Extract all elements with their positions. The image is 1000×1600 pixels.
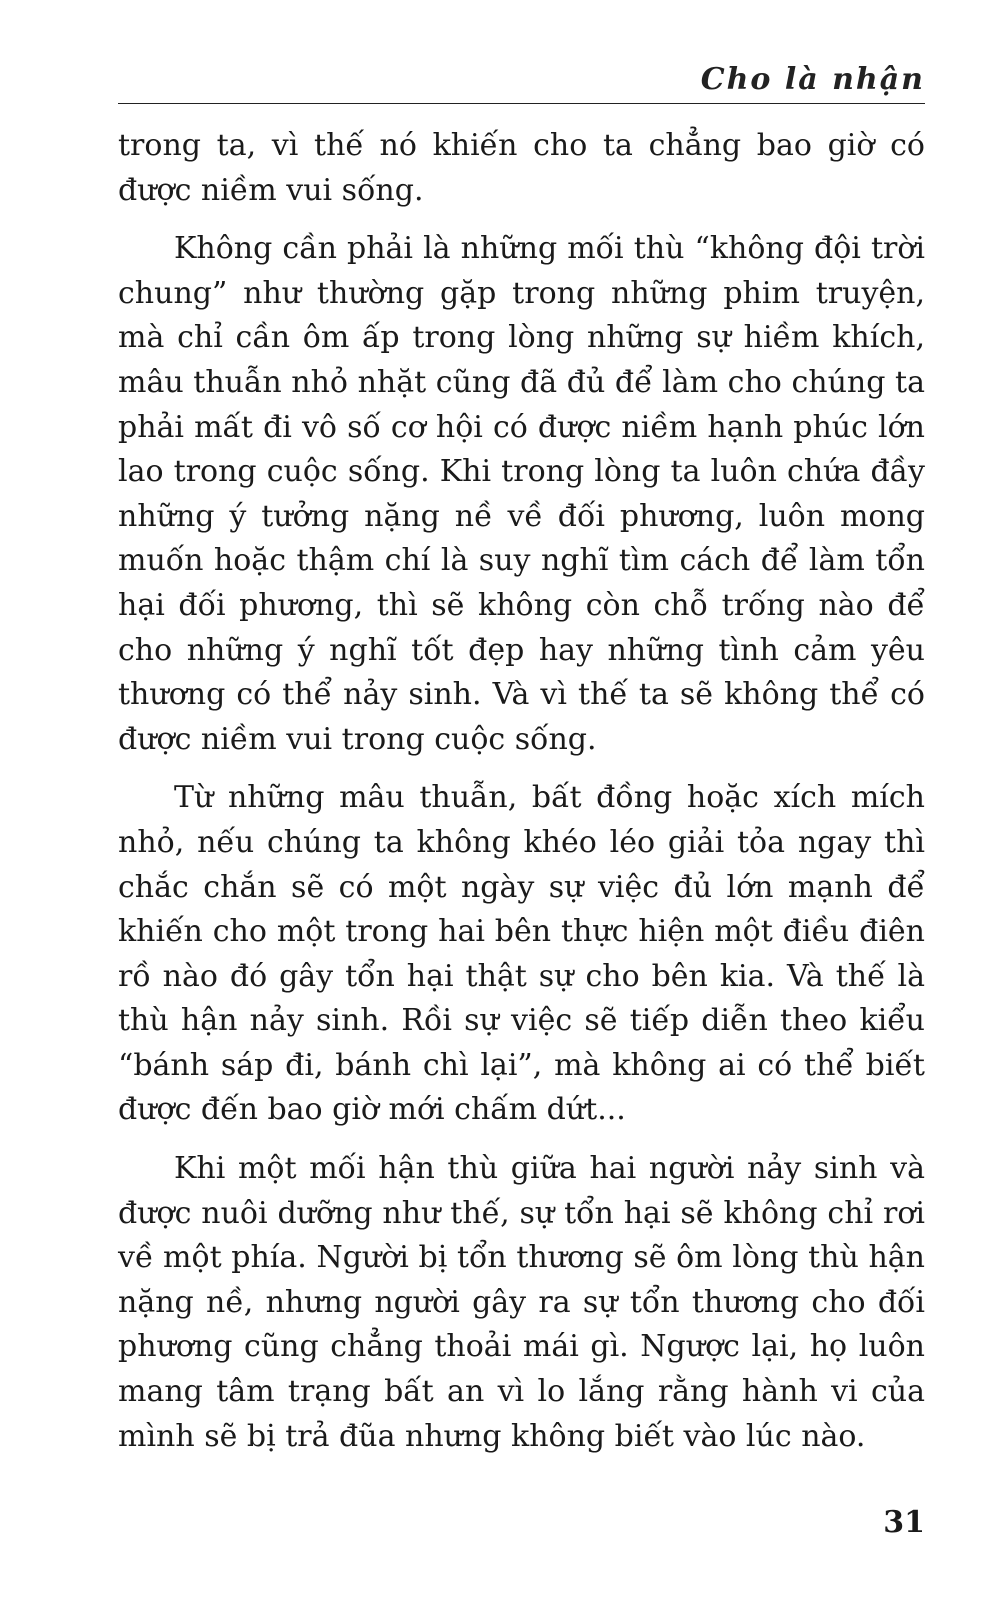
body-text — [118, 124, 925, 1473]
page-number: 31 — [883, 1505, 925, 1540]
paragraph: Từ những mâu thuẫn, bất đồng hoặc xích mích nhỏ, nếu chúng ta không khéo léo giải tỏa ngay thì chắc chắn sẽ có một ngày sự việc đủ lớn mạnh để khiến cho một trong hai bên thực hiện một điều điên rồ nào đó gây tổn hại thật sự cho bên kia. Và thế là thù hận nảy sinh. Rồi sự việc sẽ tiếp diễn theo kiểu “bánh sáp đi, bánh chì lại”, mà không ai có thể biết được đến bao giờ mới chấm dứt... — [118, 780, 925, 1128]
paragraph-continued: trong ta, vì thế nó khiến cho ta chẳng bao giờ có được niềm vui sống. — [118, 128, 925, 208]
paragraph: Khi một mối hận thù giữa hai người nảy sinh và được nuôi dưỡng như thế, sự tổn hại sẽ không chỉ rơi về một phía. Người bị tổn thương sẽ ôm lòng thù hận nặng nề, nhưng người gây ra sự tổn thương cho đối phương cũng chẳng thoải mái gì. Ngược lại, họ luôn mang tâm trạng bất an vì lo lắng rằng hành vi của mình sẽ bị trả đũa nhưng không biết vào lúc nào. — [118, 1151, 925, 1454]
paragraph: Không cần phải là những mối thù “không đội trời chung” như thường gặp trong những phim truyện, mà chỉ cần ôm ấp trong lòng những sự hiềm khích, mâu thuẫn nhỏ nhặt cũng đã đủ để làm cho chúng ta phải mất đi vô số cơ hội có được niềm hạnh phúc lớn lao trong cuộc sống. Khi trong lòng ta luôn chứa đầy những ý tưởng nặng nề về đối phương, luôn mong muốn hoặc thậm chí là suy nghĩ tìm cách để làm tổn hại đối phương, thì sẽ không còn chỗ trống nào để cho những ý nghĩ tốt đẹp hay những tình cảm yêu thương có thể nảy sinh. Và vì thế ta sẽ không thể có được niềm vui trong cuộc sống. — [118, 231, 925, 757]
running-header — [118, 55, 925, 104]
running-title: Cho là nhận — [700, 62, 925, 97]
